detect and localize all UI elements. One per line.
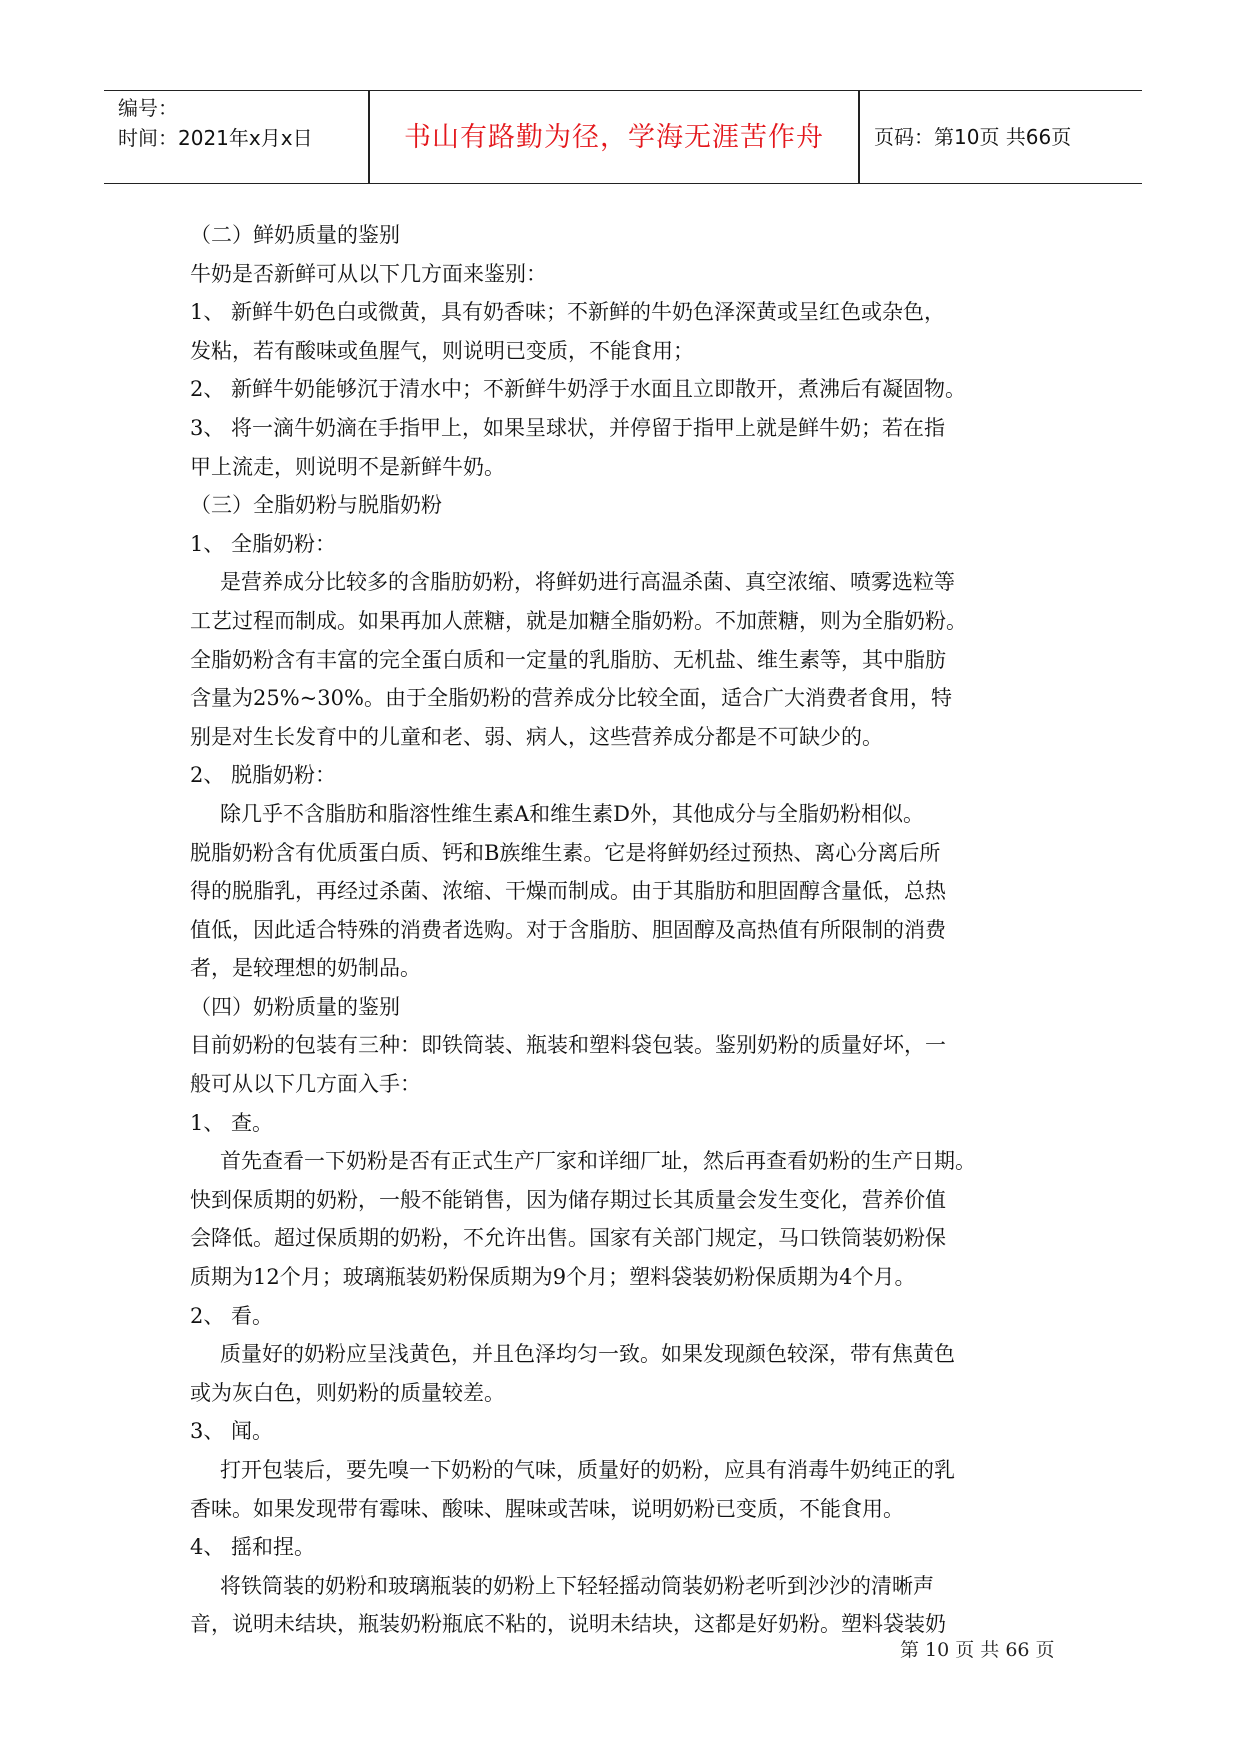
text-line: 快到保质期的奶粉，一般不能销售，因为储存期过长其质量会发生变化，营养价值	[190, 1187, 946, 1212]
text-line: 会降低。超过保质期的奶粉，不允许出售。国家有关部门规定，马口铁筒装奶粉保	[190, 1226, 946, 1251]
text-line: 将铁筒装的奶粉和玻璃瓶装的奶粉上下轻轻摇动筒装奶粉老听到沙沙的清晰声	[220, 1573, 934, 1598]
text-line: 得的脱脂乳，再经过杀菌、浓缩、干燥而制成。由于其脂肪和胆固醇含量低，总热	[190, 879, 946, 904]
page-footer: 第 10 页 共 66 页	[900, 1639, 1055, 1661]
text-line: 音，说明未结块，瓶装奶粉瓶底不粘的，说明未结块，这都是好奶粉。塑料袋装奶	[190, 1612, 946, 1637]
text-line: 甲上流走，则说明不是新鲜牛奶。	[190, 454, 505, 479]
text-line: 4、 摇和捏。	[190, 1535, 316, 1560]
document-body	[190, 216, 1100, 1644]
header-meta	[118, 93, 313, 153]
text-line: 脱脂奶粉含有优质蛋白质、钙和B族维生素。它是将鲜奶经过预热、离心分离后所	[190, 840, 941, 865]
text-line: 别是对生长发育中的儿童和老、弱、病人，这些营养成分都是不可缺少的。	[190, 724, 883, 749]
text-line: 首先查看一下奶粉是否有正式生产厂家和详细厂址，然后再查看奶粉的生产日期。	[220, 1149, 976, 1174]
text-line: 含量为25%~30%。由于全脂奶粉的营养成分比较全面，适合广大消费者食用，特	[190, 686, 952, 711]
text-line: 是营养成分比较多的含脂肪奶粉，将鲜奶进行高温杀菌、真空浓缩、喷雾选粒等	[220, 570, 955, 595]
text-line: 3、 闻。	[190, 1419, 274, 1444]
text-line: 质量好的奶粉应呈浅黄色，并且色泽均匀一致。如果发现颜色较深，带有焦黄色	[220, 1342, 955, 1367]
text-line: 目前奶粉的包装有三种：即铁筒装、瓶装和塑料袋包装。鉴别奶粉的质量好坏，一	[190, 1033, 946, 1058]
document-number-label: 编号：	[118, 96, 178, 120]
text-line: 1、 全脂奶粉：	[190, 531, 337, 556]
text-line: 打开包装后，要先嗅一下奶粉的气味，质量好的奶粉，应具有消毒牛奶纯正的乳	[220, 1458, 955, 1482]
text-line: 2、 脱脂奶粉：	[190, 763, 337, 788]
text-line: 值低，因此适合特殊的消费者选购。对于含脂肪、胆固醇及高热值有所限制的消费	[190, 917, 946, 942]
text-line: 香味。如果发现带有霉味、酸味、腥味或苦味，说明奶粉已变质，不能食用。	[190, 1496, 904, 1521]
text-line: 全脂奶粉含有丰富的完全蛋白质和一定量的乳脂肪、无机盐、维生素等，其中脂肪	[190, 647, 946, 672]
text-line: 1、 新鲜牛奶色白或微黄，具有奶香味；不新鲜的牛奶色泽深黄或呈红色或杂色，	[190, 300, 946, 325]
text-line: 3、 将一滴牛奶滴在手指甲上，如果呈球状，并停留于指甲上就是鲜牛奶；若在指	[190, 415, 946, 440]
text-line: （三）全脂奶粉与脱脂奶粉	[190, 493, 442, 518]
text-line: 发粘，若有酸味或鱼腥气，则说明已变质，不能食用；	[190, 338, 694, 363]
text-line: 者，是较理想的奶制品。	[190, 956, 421, 981]
text-line: 工艺过程而制成。如果再加人蔗糖，就是加糖全脂奶粉。不加蔗糖，则为全脂奶粉。	[190, 608, 967, 633]
header-motto: 书山有路勤为径，学海无涯苦作舟	[404, 122, 824, 153]
header-page-info: 页码：第10页 共66页	[874, 125, 1072, 149]
text-line: （二）鲜奶质量的鉴别	[190, 223, 400, 247]
header-divider	[858, 91, 860, 183]
page-header	[104, 90, 1142, 184]
text-line: 2、 新鲜牛奶能够沉于清水中；不新鲜牛奶浮于水面且立即散开，煮沸后有凝固物。	[190, 377, 967, 402]
text-line: 1、 查。	[190, 1110, 274, 1135]
text-line: 质期为12个月；玻璃瓶装奶粉保质期为9个月；塑料袋装奶粉保质期为4个月。	[190, 1265, 916, 1290]
text-line: 牛奶是否新鲜可从以下几方面来鉴别：	[190, 261, 547, 286]
text-line: 或为灰白色，则奶粉的质量较差。	[190, 1380, 505, 1405]
text-line: （四）奶粉质量的鉴别	[190, 994, 400, 1019]
text-line: 2、 看。	[190, 1303, 274, 1328]
document-time-label: 时间：2021年x月x日	[118, 126, 313, 150]
text-line: 般可从以下几方面入手：	[190, 1072, 421, 1097]
text-line: 除几乎不含脂肪和脂溶性维生素A和维生素D外，其他成分与全脂奶粉相似。	[220, 801, 924, 826]
